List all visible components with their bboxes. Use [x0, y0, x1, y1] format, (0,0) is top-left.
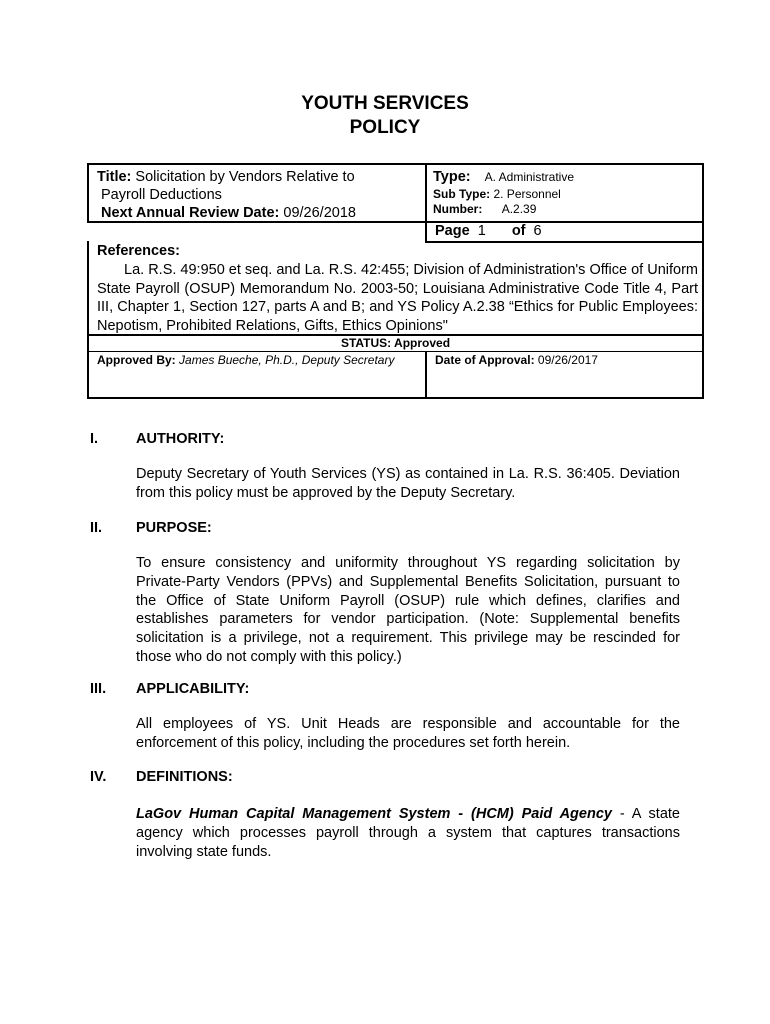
section-title-authority: AUTHORITY: — [136, 431, 225, 447]
page-line — [435, 223, 542, 239]
approval-date-cell — [425, 351, 704, 399]
definition-term: LaGov Human Capital Management System - (HCM) Paid Agency — [136, 806, 612, 822]
definition-text: - A state agency which processes payroll through a system that captures transactions involving state funds. — [136, 806, 680, 860]
title-line-2: POLICY — [349, 117, 421, 138]
page-label: Page — [435, 223, 470, 239]
section-number: II. — [90, 520, 103, 536]
number-line — [433, 202, 536, 216]
section-number: I. — [90, 431, 99, 447]
approved-by-cell — [87, 351, 427, 399]
title-cell — [87, 163, 427, 223]
review-value: 09/26/2018 — [283, 205, 356, 221]
approval-date-line — [435, 353, 598, 367]
section-title-purpose: PURPOSE: — [136, 520, 212, 536]
type-label: Type: — [433, 169, 471, 185]
document-title — [0, 92, 770, 140]
section-number: IV. — [90, 769, 107, 785]
policy-title-line — [97, 169, 355, 185]
section-body-authority: Deputy Secretary of Youth Services (YS) as contained in La. R.S. 36:405. Deviation from this policy must be approved by the Deputy Secretary. — [136, 466, 680, 501]
definition-hcm-paid-agency — [136, 805, 680, 861]
review-label: Next Annual Review Date: — [101, 205, 280, 221]
status-text: STATUS: Approved — [340, 336, 451, 350]
approval-date-label: Date of Approval: — [435, 353, 535, 367]
references-cell — [87, 241, 704, 336]
subtype-value: 2. Personnel — [493, 187, 561, 201]
type-value: A. Administrative — [484, 170, 575, 184]
title-value-line-2: Payroll Deductions — [101, 187, 222, 203]
type-line — [433, 169, 574, 185]
references-heading: References: — [97, 243, 181, 259]
review-date-line — [101, 205, 356, 221]
approved-by-value: James Bueche, Ph.D., Deputy Secretary — [179, 353, 395, 367]
section-body-purpose: To ensure consistency and uniformity throughout YS regarding solicitation by Private-Party Vendors (PPVs) and Supplemental Benefits Solicitation, pursuant to the Office of State Uniform Payroll (OSUP) rule which defines, clarifies and establishes parameters for vendor participation. (Note: Supplemental benefits solicitation is a privilege, not a requirement. This privilege may be rescinded for those who do not comply with this policy.) — [136, 555, 680, 665]
references-body: La. R.S. 49:950 et seq. and La. R.S. 42:455; Division of Administration's Office of Uniform State Payroll (OSUP) Memorandum No. 2003-50; Louisiana Administrative Code Title 4, Part III, Chapter 1, Section 127, parts A and B; and YS Policy A.2.38 “Ethics for Public Employees: Nepotism, Prohibited Relations, Gifts, Ethics Opinions" — [97, 262, 698, 334]
approved-by-label: Approved By: — [97, 353, 176, 367]
title-value: Solicitation by Vendors Relative to — [135, 169, 355, 185]
title-line-1: YOUTH SERVICES — [301, 93, 469, 114]
number-label: Number: — [433, 202, 483, 216]
subtype-label: Sub Type: — [433, 187, 491, 201]
page-total: 6 — [533, 223, 542, 239]
approved-by-line — [97, 353, 394, 367]
page-cell — [425, 221, 704, 243]
section-title-applicability: APPLICABILITY: — [136, 681, 250, 697]
page-number: 1 — [477, 223, 486, 239]
title-label: Title: — [97, 169, 132, 185]
section-number: III. — [90, 681, 107, 697]
approval-date-value: 09/26/2017 — [537, 353, 598, 367]
of-label: of — [511, 223, 526, 239]
type-cell — [425, 163, 704, 223]
status-cell — [87, 334, 704, 352]
subtype-line — [433, 187, 561, 201]
section-title-definitions: DEFINITIONS: — [136, 769, 233, 785]
number-value: A.2.39 — [501, 202, 537, 216]
section-body-applicability: All employees of YS. Unit Heads are responsible and accountable for the enforcement of this policy, including the procedures set forth herein. — [136, 716, 680, 751]
